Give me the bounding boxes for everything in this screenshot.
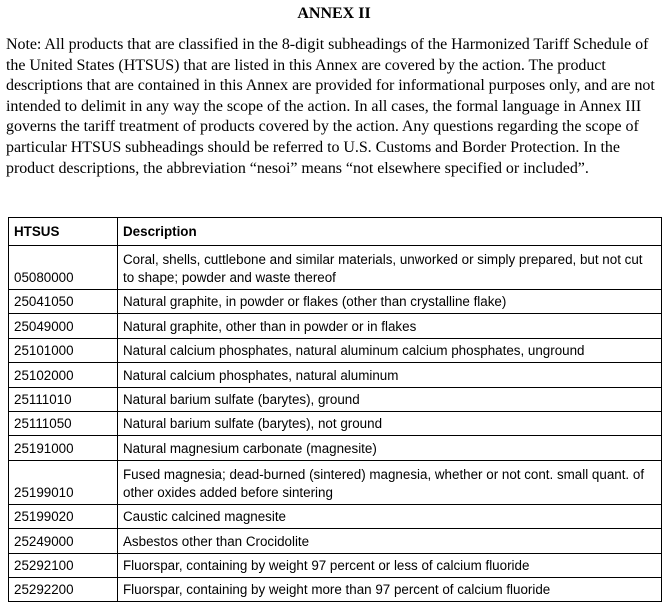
- htsus-code: 25111010: [9, 387, 118, 411]
- product-description: Caustic calcined magnesite: [118, 504, 662, 528]
- product-description: Natural calcium phosphates, natural aluminum calcium phosphates, unground: [118, 338, 662, 362]
- htsus-table: [8, 217, 662, 602]
- table-row: [9, 529, 662, 553]
- htsus-code: 25101000: [9, 338, 118, 362]
- product-description: Fused magnesia; dead-burned (sintered) magnesia, whether or not cont. small quant. of other oxides added before sintering: [118, 460, 662, 504]
- table-row: [9, 460, 662, 504]
- product-description: Natural graphite, in powder or flakes (other than crystalline flake): [118, 290, 662, 314]
- product-description: Coral, shells, cuttlebone and similar materials, unworked or simply prepared, but not cut to shape; powder and waste thereof: [118, 246, 662, 290]
- product-description: Natural graphite, other than in powder or in flakes: [118, 314, 662, 338]
- table-row: [9, 314, 662, 338]
- product-description: Natural calcium phosphates, natural aluminum: [118, 363, 662, 387]
- table-row: [9, 290, 662, 314]
- table-row: [9, 577, 662, 601]
- htsus-code: 25199020: [9, 504, 118, 528]
- annex-note: Note: All products that are classified in the 8-digit subheadings of the Harmonized Tariff Schedule of the United States (HTSUS) that are listed in this Annex are covered by the action. The product descriptions that are contained in this Annex are provided for informational purposes only, and are not intended to delimit in any way the scope of the action. In all cases, the formal language in Annex III governs the tariff treatment of products covered by the action. Any questions regarding the scope of particular HTSUS subheadings should be referred to U.S. Customs and Border Protection. In the product descriptions, the abbreviation “nesoi” means “not elsewhere specified or included”.: [6, 36, 655, 177]
- table-row: [9, 338, 662, 362]
- htsus-code: 25292100: [9, 553, 118, 577]
- htsus-code: 25041050: [9, 290, 118, 314]
- htsus-code: 25199010: [9, 460, 118, 504]
- table-row: [9, 363, 662, 387]
- htsus-code: 25292200: [9, 577, 118, 601]
- table-row: [9, 553, 662, 577]
- product-description: Asbestos other than Crocidolite: [118, 529, 662, 553]
- table-row: [9, 504, 662, 528]
- header-htsus: HTSUS: [9, 218, 118, 246]
- product-description: Natural barium sulfate (barytes), not ground: [118, 411, 662, 435]
- table-header-row: [9, 218, 662, 246]
- table-row: [9, 411, 662, 435]
- header-description: Description: [118, 218, 662, 246]
- table-row: [9, 387, 662, 411]
- product-description: Fluorspar, containing by weight more than 97 percent of calcium fluoride: [118, 577, 662, 601]
- table-row: [9, 436, 662, 460]
- product-description: Natural magnesium carbonate (magnesite): [118, 436, 662, 460]
- htsus-code: 25191000: [9, 436, 118, 460]
- htsus-code: 25049000: [9, 314, 118, 338]
- htsus-code: 05080000: [9, 246, 118, 290]
- annex-title: ANNEX II: [297, 5, 371, 22]
- product-description: Natural barium sulfate (barytes), ground: [118, 387, 662, 411]
- product-description: Fluorspar, containing by weight 97 percent or less of calcium fluoride: [118, 553, 662, 577]
- htsus-code: 25111050: [9, 411, 118, 435]
- htsus-code: 25102000: [9, 363, 118, 387]
- table-row: [9, 246, 662, 290]
- htsus-code: 25249000: [9, 529, 118, 553]
